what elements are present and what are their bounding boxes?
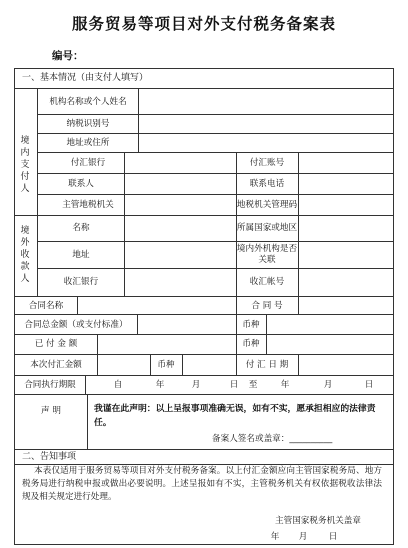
paid-amount-label: 已 付 金 额 [34,339,78,349]
declaration-label: 声 明 [41,405,61,416]
seal-date-day: 日 [328,531,338,542]
payee-account-label: 收汇帐号 [249,276,285,287]
period-to-day: 日 [364,379,374,390]
form-title: 服务贸易等项目对外支付税务备案表 [71,15,336,33]
section2-heading: 二、告知事项 [22,451,77,462]
pay-account-label: 付汇账号 [249,157,285,168]
seal-date-year: 年 [270,531,280,542]
period-from: 自 [113,379,123,390]
tax-id-label: 纳税识别号 [66,119,110,129]
org-name-label: 机构名称或个人姓名 [49,96,127,107]
period-from-month: 月 [191,379,201,390]
section1-heading: 一、基本情况（由支付人填写） [22,72,149,83]
contract-currency-label: 币种 [242,319,260,330]
period-from-day: 日 [229,379,239,390]
contract-period-label: 合同执行期限 [24,379,76,390]
serial-number-label: 编号： [52,50,84,62]
address-label: 地址或住所 [66,137,110,148]
payee-country-label: 所属国家或地区 [236,223,298,233]
this-payment-label: 本次付汇金额 [30,359,82,370]
payee-name-label: 名称 [72,223,90,233]
payer-group-label: 境内支付人 [20,136,30,194]
payee-group-label: 境外收款人 [20,226,30,284]
local-tax-office-label: 主管地税机关 [62,199,114,210]
period-from-year: 年 [155,379,165,390]
seal-date-month: 月 [298,531,308,542]
contact-label: 联系人 [68,178,94,189]
contract-number-label: 合 同 号 [251,300,283,311]
declarant-signature-label: 备案人签名或盖章：__________ [212,433,333,444]
period-to-month: 月 [323,379,333,390]
declaration-text: 我谨在此声明：以上呈报事项准确无误，如有不实，愿承担相应的法律责任。 [94,404,376,428]
notice-text: 本表仅适用于服务贸易等项目对外支付税务备案。以上付汇金额应向主管国家税务局、地方税务局进行纳税申报或做出必要说明。上述呈报如有不实，主管税务机关有权依据税收法律法规及相关规定进行处理。 [22,466,382,502]
pay-bank-label: 付汇银行 [70,157,106,168]
phone-label: 联系电话 [249,178,285,189]
payment-date-label: 付 汇 日 期 [245,359,289,370]
contract-name-label: 合同名称 [28,300,64,311]
payee-affiliated-label: 境内外机构是否关联 [236,244,298,265]
period-to-year: 年 [280,379,290,390]
payee-bank-label: 收汇银行 [63,276,99,287]
payee-address-label: 地址 [72,249,90,260]
tax-office-seal-label: 主管国家税务机关盖章 [275,515,361,526]
this-payment-currency-label: 币种 [157,359,175,370]
local-tax-code-label: 地税机关管理码 [236,199,298,210]
period-to: 至 [248,379,258,390]
paid-currency-label: 币种 [242,339,260,349]
contract-total-label: 合同总金额（或支付标准） [24,319,128,330]
